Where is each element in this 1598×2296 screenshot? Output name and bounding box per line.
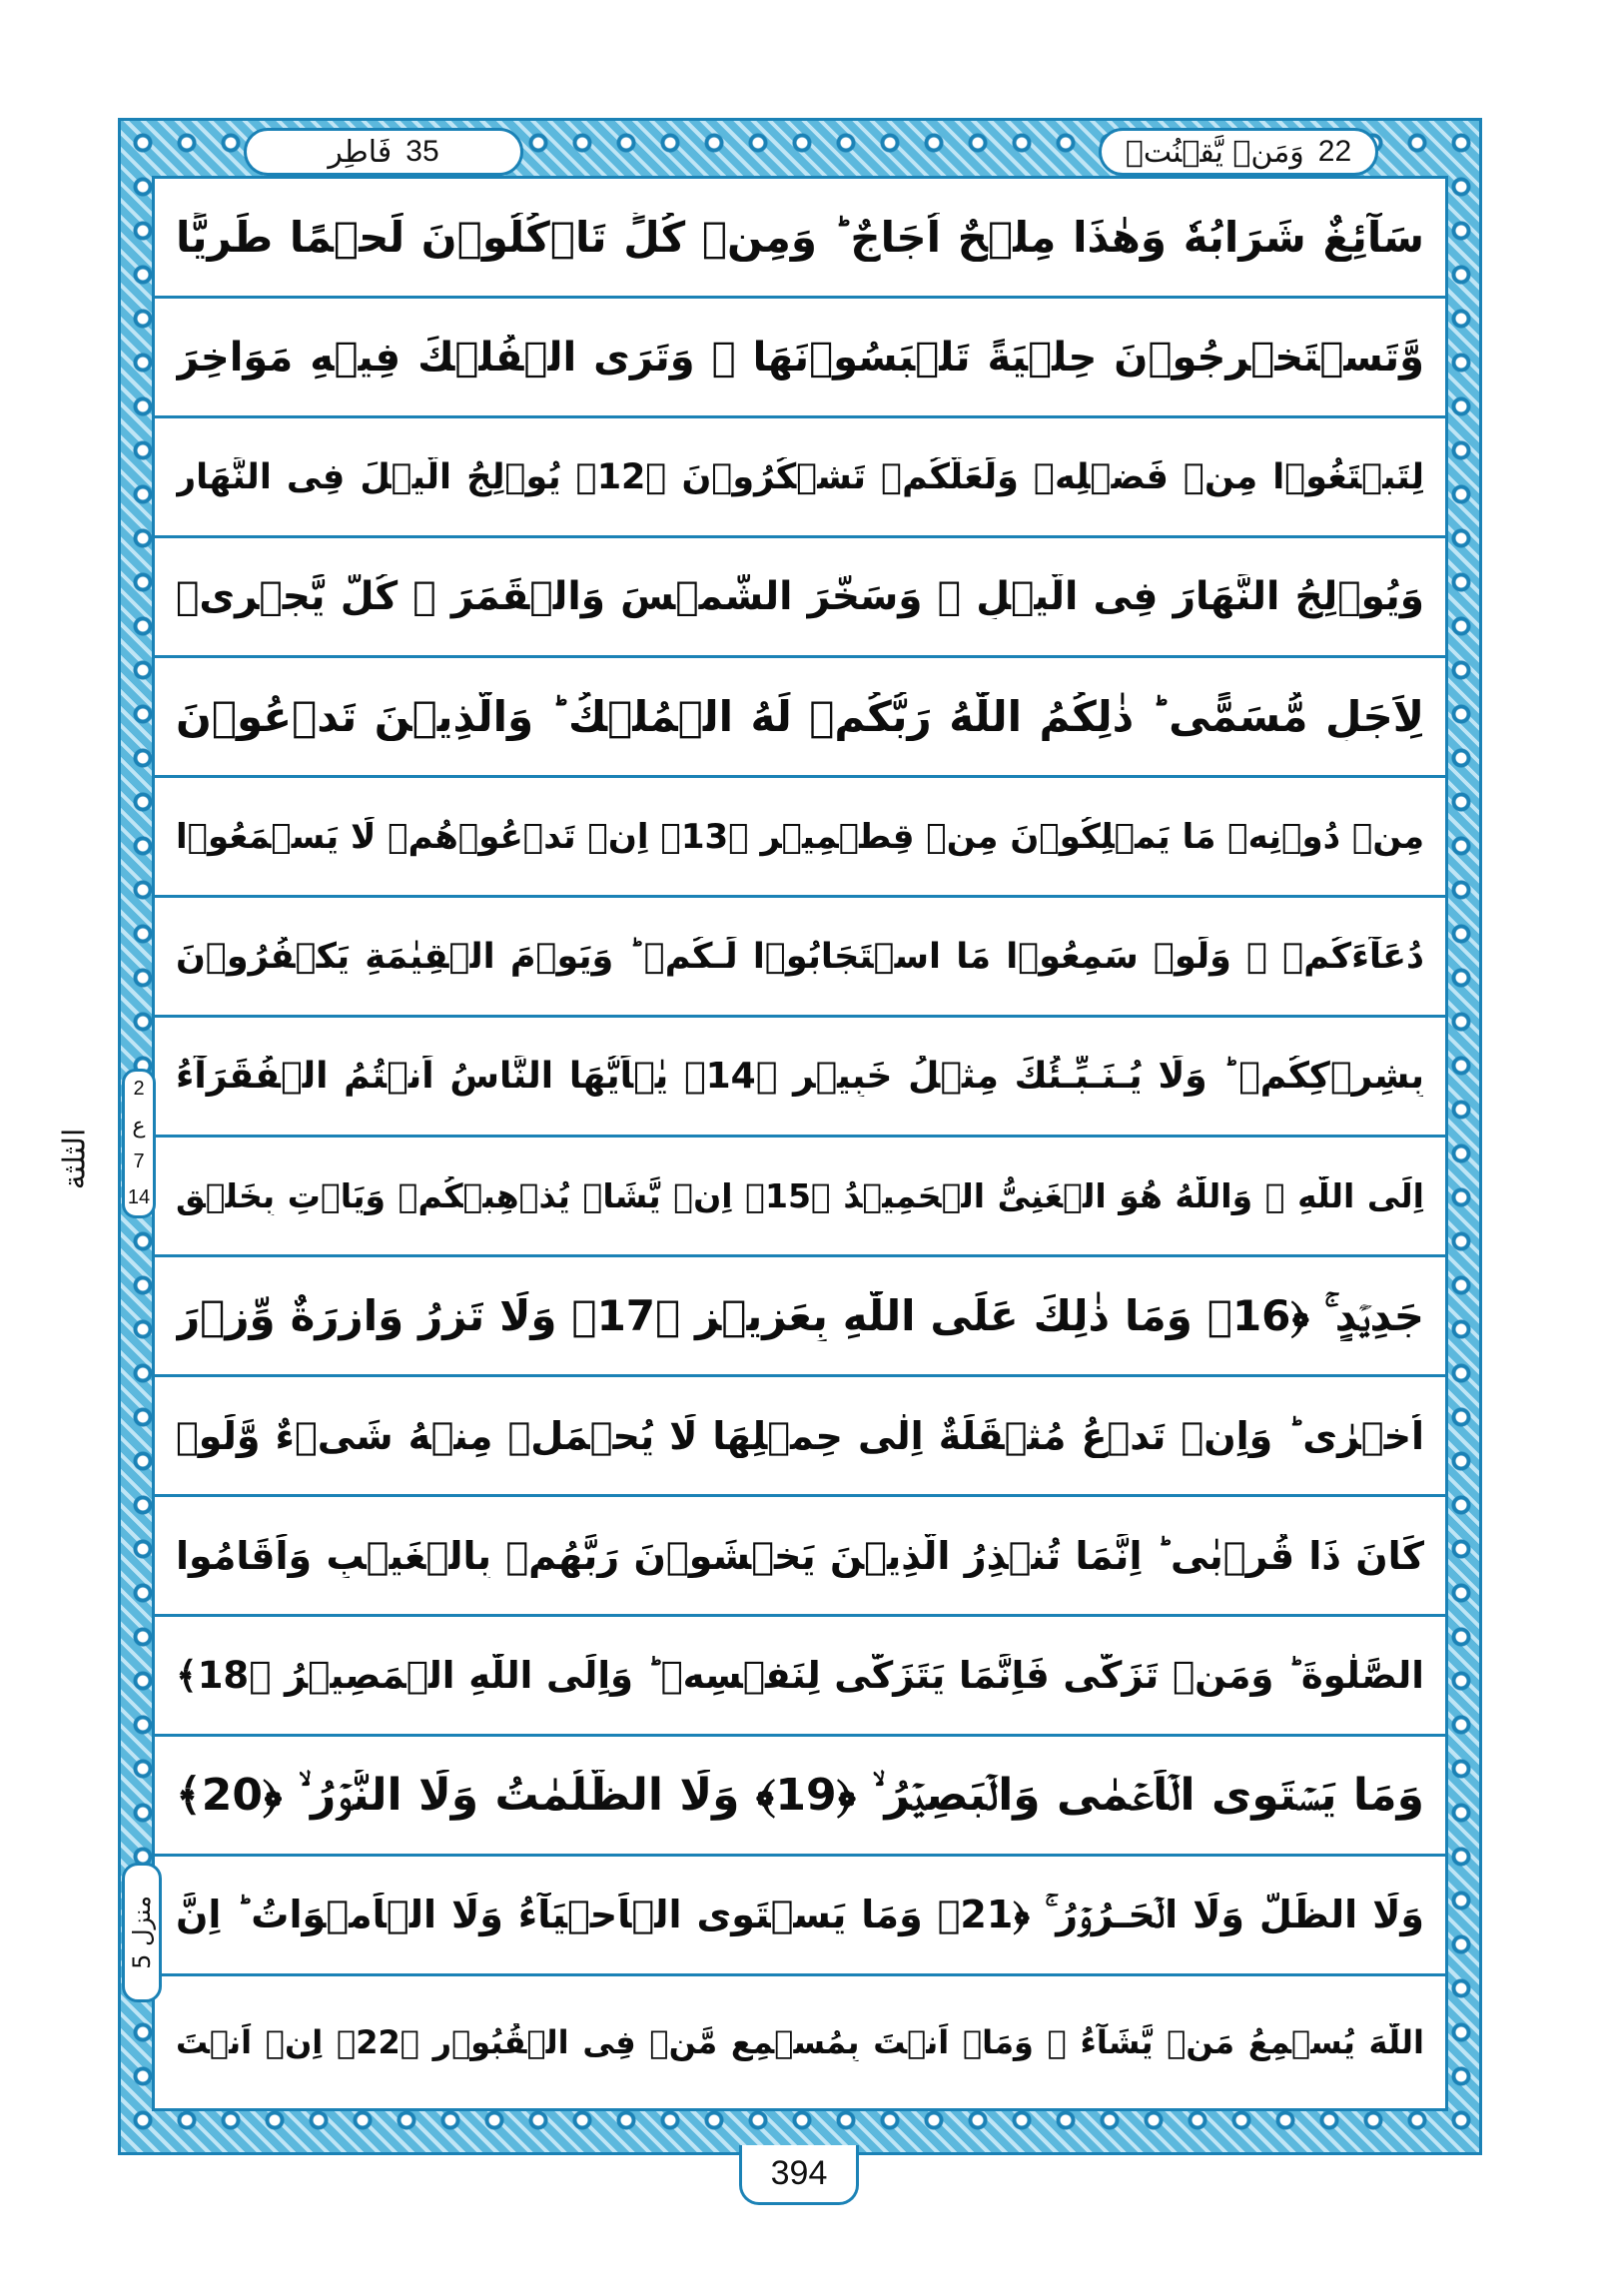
surah-name: فَاطِر: [328, 134, 393, 170]
line-text: دُعَآءَكُمۡ ۚ وَلَوۡ سَمِعُوۡا مَا اسۡتَجَابُوۡا لَـكُمۡ ؕ وَيَوۡمَ الۡقِيٰمَةِ يَكۡفُرُوۡنَ: [176, 936, 1424, 977]
ruku-middle-number: 7: [133, 1150, 145, 1173]
ruku-marker: [122, 1069, 156, 1218]
verse-lines: [155, 179, 1445, 2108]
ruku-top-number: 2: [133, 1078, 145, 1101]
line-text: وَلَا الظِّلُّ وَلَا الۡحَـرُوۡرُ ۚ ﴿21﴾ وَمَا يَسۡتَوِى الۡاَحۡيَآءُ وَلَا الۡاَمۡوَاتُ ؕ اِنَّ: [176, 1893, 1424, 1936]
text-line: [155, 1617, 1445, 1737]
line-text: كَانَ ذَا قُرۡبٰى ؕ اِنَّمَا تُنۡذِرُ الَّذِيۡنَ يَخۡشَوۡنَ رَبَّهُمۡ بِالۡغَيۡبِ وَاَقَامُوا: [176, 1533, 1424, 1578]
thulth-label: الثلثة: [57, 1128, 93, 1189]
ruku-symbol: ع: [132, 1113, 146, 1139]
text-line: [155, 1018, 1445, 1138]
text-line: [155, 1377, 1445, 1497]
text-line: [155, 1257, 1445, 1377]
text-line: [155, 1497, 1445, 1617]
text-line: [155, 1857, 1445, 1976]
text-line: [155, 1138, 1445, 1257]
surah-title-cartouche: [244, 128, 523, 176]
line-text: وَّتَسۡتَخۡرِجُوۡنَ حِلۡيَةً تَلۡبَسُوۡنَهَا ۚ وَتَرَى الۡفُلۡكَ فِيۡهِ مَوَاخِرَ: [176, 334, 1424, 381]
thulth-marker: [40, 1069, 110, 1248]
text-line: [155, 778, 1445, 898]
text-line: [155, 1737, 1445, 1857]
ruku-bottom-number: 14: [127, 1185, 151, 1208]
surah-number: 35: [405, 135, 439, 168]
line-text: بِشِرۡكِكُمۡ ؕ وَلَا يُـنَـبِّـئُكَ مِثۡلُ خَبِيۡرٍ ﴿14﴾ يٰۤاَيُّهَا النَّاسُ اَنۡتُمُ الۡفُقَرَآءُ: [176, 1056, 1424, 1097]
para-name: وَمَنۡ يَّقۡنُتۡ: [1125, 134, 1304, 170]
line-text: اللّٰهَ يُسۡمِعُ مَنۡ يَّشَآءُ ۚ وَمَاۤ اَنۡتَ بِمُسۡمِعٍ مَّنۡ فِى الۡقُبُوۡرِ ﴿22﴾ اِنۡ اَنۡتَ: [176, 2023, 1424, 2061]
line-text: اِلَى اللّٰهِ ۚ وَاللّٰهُ هُوَ الۡغَنِىُّ الۡحَمِيۡدُ ﴿15﴾ اِنۡ يَّشَاۡ يُذۡهِبۡكُمۡ وَيَاۡتِ بِخَلۡقٍ: [176, 1176, 1424, 1215]
text-line: [155, 299, 1445, 418]
line-text: جَدِيۡدٍ ۚ ﴿16﴾ وَمَا ذٰلِكَ عَلَى اللّٰهِ بِعَزِيۡزٍ ﴿17﴾ وَلَا تَزِرُ وَازِرَةٌ وِّزۡرَ: [176, 1290, 1424, 1340]
line-text: وَمَا يَسۡتَوِى الۡاَعۡمٰى وَالۡبَصِيۡرُ ۙ ﴿19﴾ وَلَا الظُّلُمٰتُ وَلَا النُّوۡرُ ۙ ﴿20﴾: [176, 1770, 1424, 1821]
para-title-cartouche: [1099, 128, 1378, 176]
text-line: [155, 179, 1445, 299]
manzil-marker: [122, 1863, 162, 2002]
text-line: [155, 1976, 1445, 2108]
para-number: 22: [1317, 135, 1352, 168]
line-text: سَآئِغٌ شَرَابُهٗ وَهٰذَا مِلۡحٌ اُجَاجٌ ؕ وَمِنۡ كُلٍّ تَاۡكُلُوۡنَ لَحۡمًا طَرِيًّا: [176, 213, 1424, 262]
text-line: [155, 658, 1445, 778]
manzil-label: منزل 5: [128, 1896, 156, 1969]
line-text: وَيُوۡلِجُ النَّهَارَ فِى الَّيۡلِ ۙ وَسَخَّرَ الشَّمۡسَ وَالۡقَمَرَ ۖ كُلٌّ يَّجۡرِىۡ: [176, 574, 1424, 619]
line-text: لِتَبۡتَغُوۡا مِنۡ فَضۡلِهٖ وَلَعَلَّكُمۡ تَشۡكُرُوۡنَ ﴿12﴾ يُوۡلِجُ الَّيۡلَ فِى النَّهَارِ: [176, 456, 1424, 497]
text-line: [155, 538, 1445, 658]
line-text: الصَّلٰوةَ ؕ وَمَنۡ تَزَكّٰى فَاِنَّمَا يَتَزَكّٰى لِنَفۡسِهٖ ؕ وَاِلَى اللّٰهِ الۡمَصِيۡرُ ﴿18﴾: [176, 1654, 1424, 1697]
line-text: لِاَجَلٍ مُّسَمًّى ؕ ذٰلِكُمُ اللّٰهُ رَبُّكُمۡ لَهُ الۡمُلۡكُ ؕ وَالَّذِيۡنَ تَدۡعُوۡنَ: [176, 692, 1424, 741]
page-number: 394: [739, 2145, 859, 2205]
text-line: [155, 898, 1445, 1018]
text-line: [155, 418, 1445, 538]
line-text: اُخۡرٰى ؕ وَاِنۡ تَدۡعُ مُثۡقَلَةٌ اِلٰى حِمۡلِهَا لَا يُحۡمَلۡ مِنۡهُ شَىۡءٌ وَّلَوۡ: [176, 1413, 1424, 1458]
line-text: مِنۡ دُوۡنِهٖ مَا يَمۡلِكُوۡنَ مِنۡ قِطۡمِيۡرٍ ﴿13﴾ اِنۡ تَدۡعُوۡهُمۡ لَا يَسۡمَعُوۡا: [176, 816, 1424, 857]
